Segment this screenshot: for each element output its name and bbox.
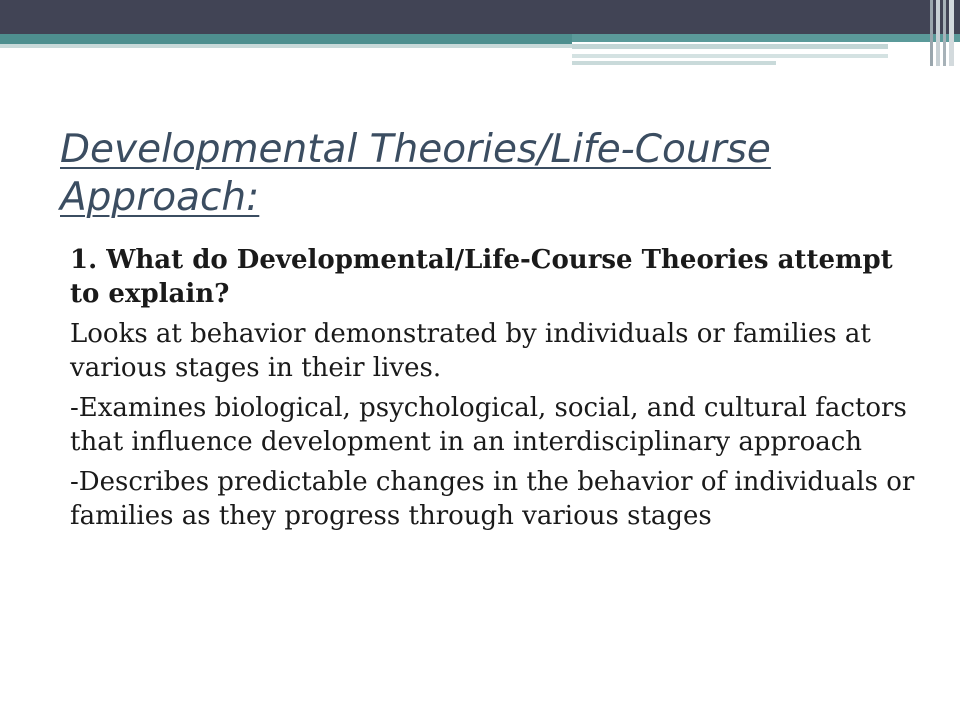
header-vertical-stripe	[930, 0, 933, 66]
body-paragraph: Looks at behavior demonstrated by individuals or families at various stages in their lives.	[70, 319, 871, 383]
body-paragraph: -Describes predictable changes in the behavior of individuals or families as they progress through various stages	[70, 467, 915, 531]
header-band-light	[572, 61, 776, 65]
slide-content	[70, 243, 920, 539]
header-band-light	[572, 54, 888, 58]
body-paragraph: -Examines biological, psychological, social, and cultural factors that influence development in an interdisciplinary approach	[70, 393, 907, 457]
header-band-teal-right	[572, 34, 960, 42]
header-band-light	[0, 44, 572, 48]
header-band-light	[572, 44, 888, 49]
header-vertical-stripe	[943, 0, 946, 66]
header-vertical-stripe	[949, 0, 954, 66]
header-band-dark	[0, 0, 960, 34]
header-vertical-stripe	[936, 0, 940, 66]
header-band-teal-left	[0, 34, 572, 44]
question-text: 1. What do Developmental/Life-Course Theories attempt to explain?	[70, 245, 893, 309]
slide-title: Developmental Theories/Life-Course Approach:	[60, 127, 771, 220]
